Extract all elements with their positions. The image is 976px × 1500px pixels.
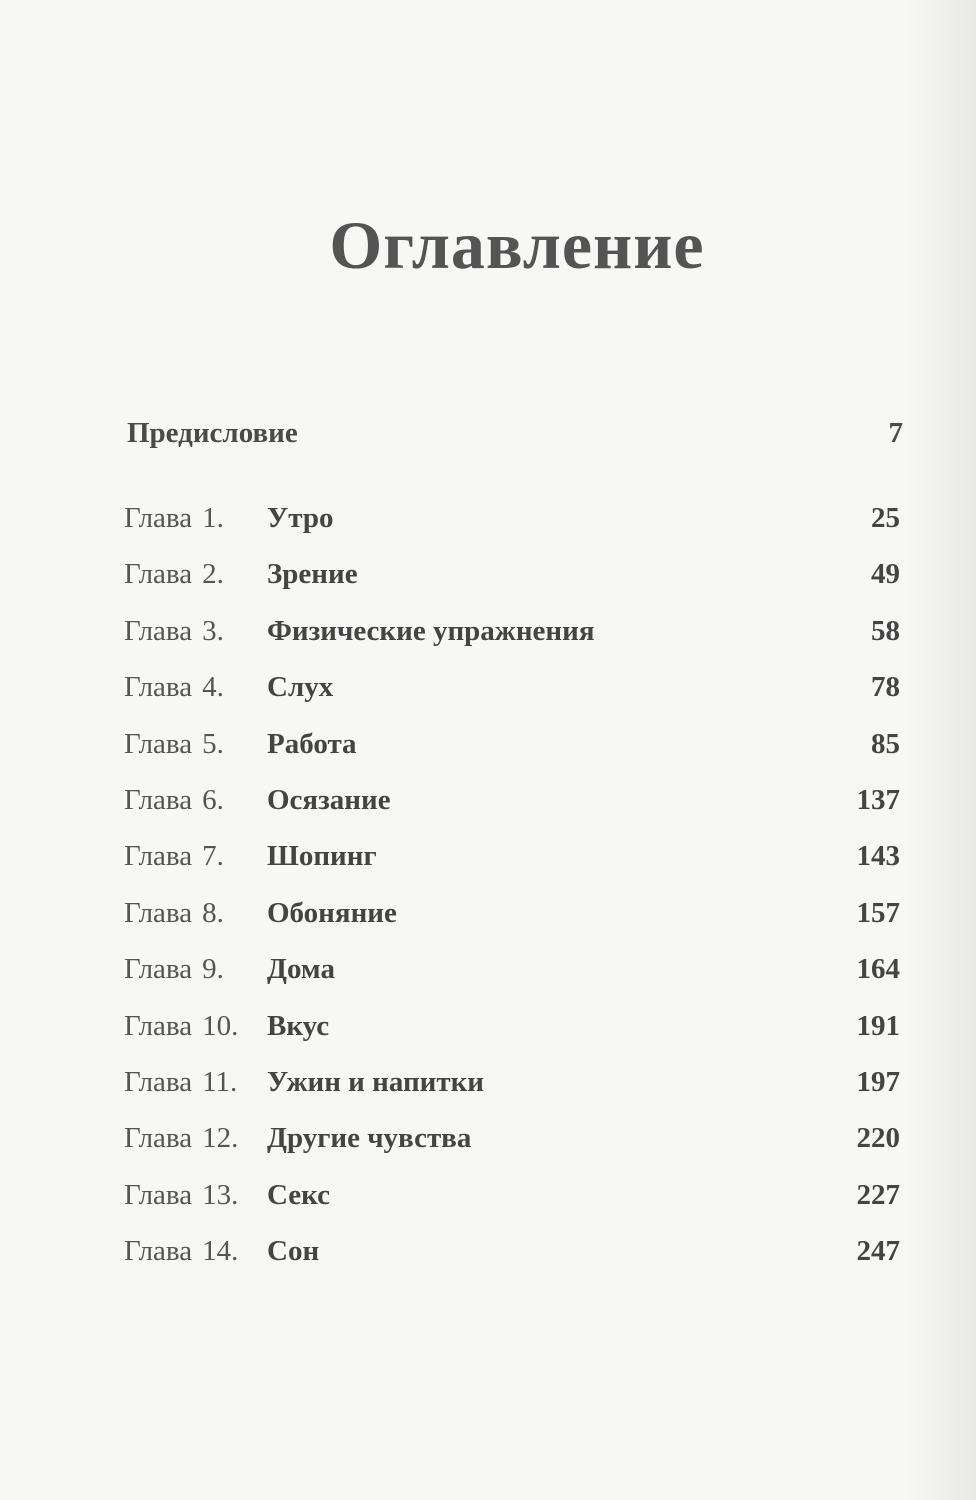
chapter-word: Глава bbox=[124, 502, 193, 534]
chapter-page-number: 197 bbox=[856, 1065, 900, 1098]
toc-entry-chapter-7[interactable] bbox=[124, 836, 900, 892]
chapter-word: Глава bbox=[124, 1065, 193, 1098]
toc-entry-chapter-2[interactable] bbox=[124, 554, 900, 610]
chapter-label bbox=[124, 667, 250, 707]
chapter-title: Осязание bbox=[267, 783, 391, 816]
chapter-number: 7. bbox=[202, 840, 224, 873]
chapter-label bbox=[124, 554, 250, 594]
toc-entry-chapter-12[interactable] bbox=[124, 1118, 900, 1174]
chapter-title: Другие чувства bbox=[267, 1122, 472, 1155]
toc-entry-chapter-5[interactable] bbox=[124, 724, 900, 780]
chapter-page-number: 58 bbox=[871, 614, 900, 647]
chapter-label bbox=[124, 1006, 250, 1046]
chapter-number: 9. bbox=[202, 953, 224, 986]
chapter-word: Глава bbox=[124, 896, 193, 929]
page-title: Оглавление bbox=[329, 207, 705, 283]
chapter-title: Ужин и напитки bbox=[267, 1065, 485, 1098]
chapter-number: 13. bbox=[202, 1178, 239, 1211]
chapter-word: Глава bbox=[124, 727, 193, 760]
chapter-word: Глава bbox=[124, 671, 193, 704]
chapter-word: Глава bbox=[124, 1122, 193, 1155]
chapter-number: 8. bbox=[202, 896, 224, 929]
preface-page-number: 7 bbox=[888, 417, 903, 449]
chapter-page-number: 85 bbox=[871, 727, 900, 760]
chapter-number: 6. bbox=[202, 783, 224, 816]
chapter-label bbox=[124, 1231, 250, 1271]
toc-entry-chapter-4[interactable] bbox=[124, 667, 900, 723]
chapter-page-number: 247 bbox=[856, 1235, 900, 1268]
chapter-page-number: 143 bbox=[856, 840, 900, 873]
chapter-label bbox=[124, 611, 250, 651]
chapter-word: Глава bbox=[124, 953, 193, 986]
chapter-page-number: 220 bbox=[856, 1122, 900, 1155]
chapter-number: 12. bbox=[202, 1122, 239, 1155]
chapter-title: Зрение bbox=[267, 558, 358, 591]
chapter-page-number: 157 bbox=[856, 896, 900, 929]
chapter-title: Утро bbox=[267, 502, 334, 534]
chapter-label bbox=[124, 1118, 250, 1158]
chapter-page-number: 49 bbox=[871, 558, 900, 591]
chapter-word: Глава bbox=[124, 614, 193, 647]
chapter-word: Глава bbox=[124, 1235, 193, 1268]
chapter-label bbox=[124, 893, 250, 933]
chapter-page-number: 191 bbox=[856, 1009, 900, 1042]
chapter-number: 1. bbox=[202, 502, 224, 534]
chapter-title: Слух bbox=[267, 671, 334, 704]
chapter-label bbox=[124, 498, 250, 538]
chapter-title: Обоняние bbox=[267, 896, 397, 929]
chapter-page-number: 25 bbox=[871, 502, 900, 534]
chapter-page-number: 164 bbox=[856, 953, 900, 986]
chapter-number: 11. bbox=[202, 1065, 238, 1098]
chapter-label bbox=[124, 1062, 250, 1102]
chapter-title: Секс bbox=[267, 1178, 331, 1211]
chapter-label bbox=[124, 1175, 250, 1215]
toc-entry-chapter-14[interactable] bbox=[124, 1231, 900, 1287]
toc-entry-chapter-10[interactable] bbox=[124, 1006, 900, 1062]
chapter-word: Глава bbox=[124, 1178, 193, 1211]
toc-entry-chapter-1[interactable] bbox=[124, 498, 900, 554]
chapter-number: 14. bbox=[202, 1235, 239, 1268]
toc-entry-chapter-9[interactable] bbox=[124, 949, 900, 1005]
chapter-title: Сон bbox=[267, 1235, 320, 1268]
chapter-page-number: 227 bbox=[856, 1178, 900, 1211]
chapter-title: Физические упражнения bbox=[267, 614, 595, 647]
preface-label: Предисловие bbox=[127, 417, 298, 449]
chapter-label bbox=[124, 780, 250, 820]
chapter-title: Шопинг bbox=[267, 840, 377, 873]
chapter-number: 4. bbox=[202, 671, 224, 704]
toc-entry-chapter-3[interactable] bbox=[124, 611, 900, 667]
chapter-number: 5. bbox=[202, 727, 224, 760]
toc-entry-chapter-11[interactable] bbox=[124, 1062, 900, 1118]
chapter-page-number: 137 bbox=[856, 783, 900, 816]
chapter-label bbox=[124, 949, 250, 989]
chapter-word: Глава bbox=[124, 1009, 193, 1042]
chapter-label bbox=[124, 724, 250, 764]
chapter-title: Вкус bbox=[267, 1009, 330, 1042]
chapter-label bbox=[124, 836, 250, 876]
chapter-number: 2. bbox=[202, 558, 224, 591]
toc-entry-chapter-8[interactable] bbox=[124, 893, 900, 949]
chapter-title: Работа bbox=[267, 727, 357, 760]
toc-entry-preface[interactable] bbox=[127, 417, 903, 457]
toc-entry-chapter-6[interactable] bbox=[124, 780, 900, 836]
chapter-title: Дома bbox=[267, 953, 335, 986]
chapter-word: Глава bbox=[124, 840, 193, 873]
chapter-list bbox=[124, 498, 900, 1287]
chapter-word: Глава bbox=[124, 558, 193, 591]
chapter-number: 3. bbox=[202, 614, 224, 647]
chapter-number: 10. bbox=[202, 1009, 239, 1042]
chapter-page-number: 78 bbox=[871, 671, 900, 704]
toc-entry-chapter-13[interactable] bbox=[124, 1175, 900, 1231]
chapter-word: Глава bbox=[124, 783, 193, 816]
